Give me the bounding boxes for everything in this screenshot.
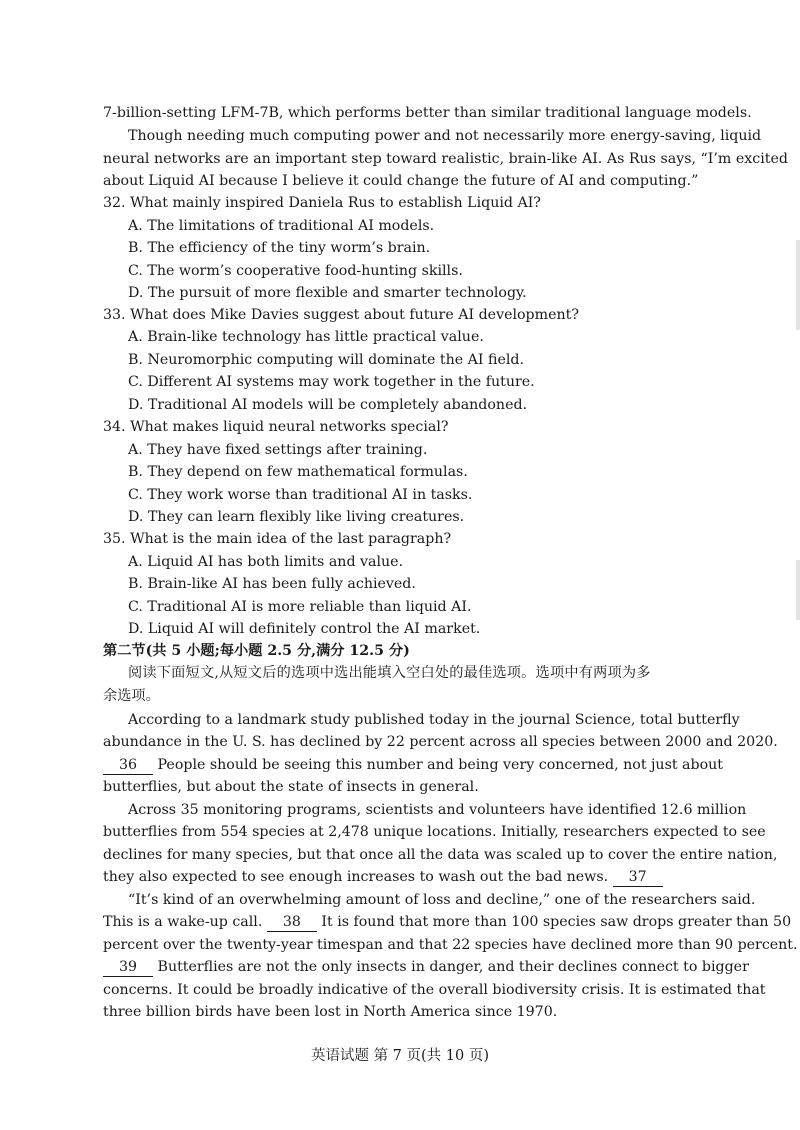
section-instruction: 余选项。 [103,688,160,704]
passage-line: 7-billion-setting LFM-7B, which performs better than similar traditional language models. [103,105,752,121]
passage-line: Across 35 monitoring programs, scientists and volunteers have identified 12.6 million [128,802,747,818]
blank-36: 36 [103,757,153,775]
passage-line: about Liquid AI because I believe it could change the future of AI and computing.” [103,173,699,189]
passage-line: “It’s kind of an overwhelming amount of loss and decline,” one of the researchers said. [128,892,756,908]
answer-option: B. Brain-like AI has been fully achieved. [128,576,416,592]
answer-option: A. Brain-like technology has little practical value. [128,329,484,345]
passage-line: butterflies from 554 species at 2,478 unique locations. Initially, researchers expected to see [103,824,766,840]
answer-option: A. They have fixed settings after training. [128,442,428,458]
question-stem: 35. What is the main idea of the last paragraph? [103,531,452,547]
passage-line: neural networks are an important step toward realistic, brain-like AI. As Rus says, “I’m excited [103,151,788,167]
answer-option: D. The pursuit of more flexible and smarter technology. [128,285,527,301]
answer-option: B. Neuromorphic computing will dominate the AI field. [128,352,525,368]
answer-option: C. They work worse than traditional AI in tasks. [128,487,473,503]
section-instruction: 阅读下面短文,从短文后的选项中选出能填入空白处的最佳选项。选项中有两项为多 [128,665,651,681]
passage-line: 36 People should be seeing this number and being very concerned, not just about [103,755,723,775]
section-heading: 第二节(共 5 小题;每小题 2.5 分,满分 12.5 分) [103,643,410,659]
passage-line: 39 Butterflies are not the only insects in danger, and their declines connect to bigger [103,957,749,977]
passage-line: abundance in the U. S. has declined by 22 percent across all species between 2000 and 2020. [103,734,778,750]
answer-option: A. Liquid AI has both limits and value. [128,554,404,570]
passage-line: concerns. It could be broadly indicative of the overall biodiversity crisis. It is estimated that [103,982,766,998]
passage-line: butterflies, but about the state of insects in general. [103,779,479,795]
question-stem: 34. What makes liquid neural networks special? [103,419,449,435]
question-stem: 32. What mainly inspired Daniela Rus to establish Liquid AI? [103,195,541,211]
blank-38: 38 [267,914,317,932]
answer-option: D. Traditional AI models will be completely abandoned. [128,397,528,413]
question-stem: 33. What does Mike Davies suggest about future AI development? [103,307,579,323]
answer-option: C. Different AI systems may work together in the future. [128,374,535,390]
answer-option: B. They depend on few mathematical formulas. [128,464,468,480]
passage-line: According to a landmark study published today in the journal Science, total butterfly [128,712,740,728]
passage-line: three billion birds have been lost in North America since 1970. [103,1004,558,1020]
passage-line: percent over the twenty-year timespan and that 22 species have declined more than 90 percent. [103,937,798,953]
passage-line: This is a wake-up call. 38 It is found that more than 100 species saw drops greater than 50 [103,914,792,930]
scan-edge-shade [796,240,800,330]
blank-37: 37 [613,869,663,887]
answer-option: B. The efficiency of the tiny worm’s brain. [128,240,431,256]
answer-option: C. Traditional AI is more reliable than liquid AI. [128,599,472,615]
passage-line: they also expected to see enough increases to wash out the bad news. 37 [103,867,663,887]
blank-39: 39 [103,959,153,977]
answer-option: D. Liquid AI will definitely control the AI market. [128,621,481,637]
scan-edge-shade [796,560,800,620]
answer-option: A. The limitations of traditional AI models. [128,218,435,234]
answer-option: C. The worm’s cooperative food-hunting skills. [128,263,463,279]
passage-line: Though needing much computing power and not necessarily more energy-saving, liquid [128,128,762,144]
page-footer: 英语试题 第 7 页(共 10 页) [310,1048,490,1064]
answer-option: D. They can learn flexibly like living creatures. [128,509,465,525]
passage-line: declines for many species, but that once all the data was scaled up to cover the entire nation, [103,847,778,863]
